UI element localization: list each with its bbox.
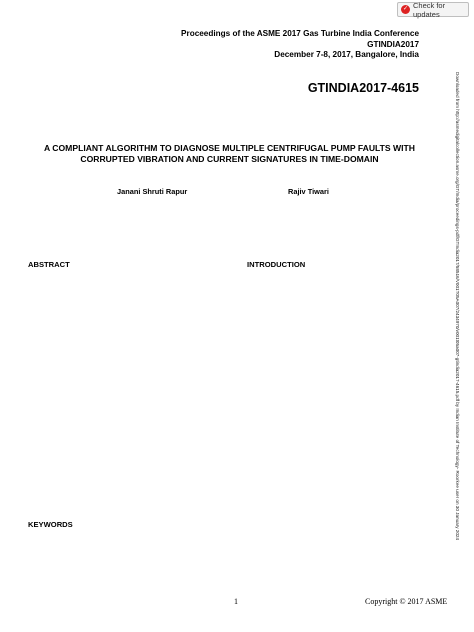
update-check-icon: ✓ bbox=[402, 6, 409, 12]
check-for-updates-label: Check for updates bbox=[413, 0, 446, 19]
conference-header bbox=[181, 29, 419, 61]
keywords-heading: KEYWORDS bbox=[28, 520, 73, 529]
abstract-heading: ABSTRACT bbox=[28, 260, 70, 269]
page-number: 1 bbox=[234, 597, 238, 606]
download-notice bbox=[453, 72, 467, 562]
copyright: Copyright © 2017 ASME bbox=[365, 597, 448, 606]
conference-date-location: December 7-8, 2017, Bangalore, India bbox=[274, 50, 419, 59]
author-2: Rajiv Tiwari bbox=[288, 187, 329, 196]
paper-title: A COMPLIANT ALGORITHM TO DIAGNOSE MULTIPLE CENTRIFUGAL PUMP FAULTS WITH CORRUPTED VIBRATION AND CURRENT SIGNATURES IN TIME-DOMAIN bbox=[44, 143, 415, 164]
paper-number: GTINDIA2017-4615 bbox=[307, 81, 419, 95]
introduction-heading: INTRODUCTION bbox=[247, 260, 306, 269]
check-for-updates-badge[interactable] bbox=[397, 2, 469, 17]
conference-code: GTINDIA2017 bbox=[367, 39, 419, 49]
conference-name: Proceedings of the ASME 2017 Gas Turbine India Conference bbox=[181, 29, 419, 38]
download-notice-text: Downloaded from http://asmedigitalcollection.asme.org/GT/India/proceedings-pdf/GTIndia2017/58516/V001T05A007/2434970/v001t05a007-gtindia2017-4615.pdf by Indian Institute of Technology- Roorkee user on 30 January 2024 bbox=[455, 72, 460, 541]
author-1: Janani Shruti Rapur bbox=[117, 187, 188, 196]
